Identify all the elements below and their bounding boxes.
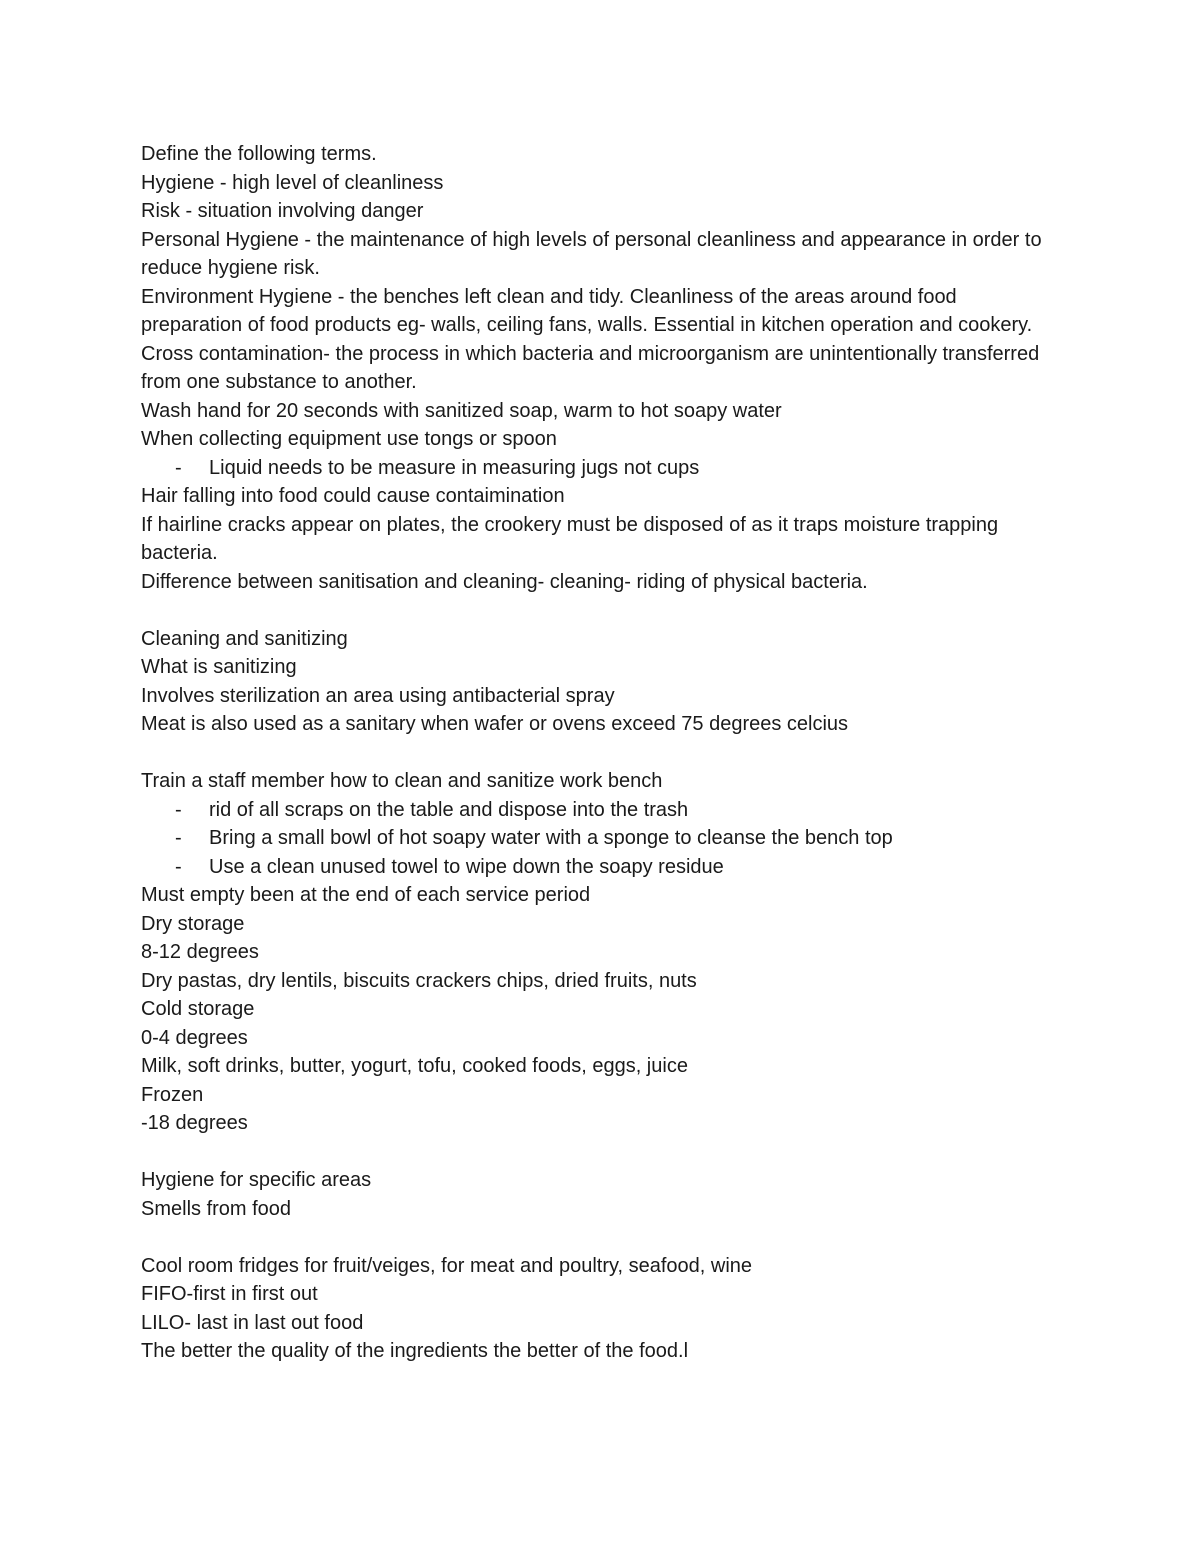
- note-smells: Smells from food: [141, 1197, 292, 1220]
- bullet-marker: -: [175, 855, 182, 878]
- definition-cross-contamination: Cross contamination- the process in which bacteria and microorganism are unintentionally transferred from one substance to another.: [141, 342, 1040, 393]
- note-empty-bin: Must empty been at the end of each service period: [141, 884, 591, 906]
- question-what-is-sanitizing: What is sanitizing: [141, 656, 297, 678]
- note-hair-contamination: Hair falling into food could cause contaimination: [141, 485, 565, 507]
- bullet-item: [141, 796, 1061, 825]
- heading-frozen: Frozen: [141, 1083, 204, 1106]
- bullet-marker: -: [175, 456, 182, 479]
- heading-specific-areas: Hygiene for specific areas: [141, 1169, 372, 1191]
- heading-cold-storage: Cold storage: [141, 998, 255, 1020]
- note-cool-room: Cool room fridges for fruit/veiges, for meat and poultry, seafood, wine: [141, 1254, 753, 1277]
- bullet-soapy-water: Bring a small bowl of hot soapy water with a sponge to cleanse the bench top: [209, 827, 893, 849]
- note-meat-sanitary: Meat is also used as a sanitary when wafer or ovens exceed 75 degrees celcius: [141, 713, 849, 735]
- note-quality: The better the quality of the ingredients the better of the food.l: [141, 1340, 689, 1362]
- definition-personal-hygiene: Personal Hygiene - the maintenance of high levels of personal cleanliness and appearance in order to reduce hygiene risk.: [141, 228, 1042, 279]
- bullet-item: [141, 853, 1061, 882]
- note-fifo: FIFO-first in first out: [141, 1283, 318, 1305]
- heading-dry-storage: Dry storage: [141, 912, 245, 935]
- blank-line: [141, 1223, 1061, 1252]
- heading-train-staff: Train a staff member how to clean and sanitize work bench: [141, 770, 663, 792]
- bullet-clean-towel: Use a clean unused towel to wipe down the soapy residue: [209, 855, 724, 878]
- definition-hygiene: Hygiene - high level of cleanliness: [141, 171, 444, 194]
- bullet-marker: -: [175, 798, 182, 821]
- blank-line: [141, 596, 1061, 625]
- blank-line: [141, 739, 1061, 768]
- note-hairline-cracks: If hairline cracks appear on plates, the crookery must be disposed of as it traps moisture trapping bacteria.: [141, 513, 999, 564]
- cold-storage-items: Milk, soft drinks, butter, yogurt, tofu, cooked foods, eggs, juice: [141, 1055, 688, 1077]
- frozen-temp: -18 degrees: [141, 1112, 248, 1134]
- note-lilo: LILO- last in last out food: [141, 1311, 364, 1334]
- dry-storage-items: Dry pastas, dry lentils, biscuits crackers chips, dried fruits, nuts: [141, 969, 697, 992]
- heading-define-terms: Define the following terms.: [141, 143, 377, 165]
- bullet-marker: -: [175, 827, 182, 849]
- bullet-item: [141, 824, 1061, 853]
- note-sanitisation-vs-cleaning: Difference between sanitisation and cleaning- cleaning- riding of physical bacteria.: [141, 570, 868, 593]
- note-collecting-equipment: When collecting equipment use tongs or spoon: [141, 428, 557, 450]
- note-sterilization: Involves sterilization an area using antibacterial spray: [141, 684, 615, 707]
- document-page: [141, 140, 1061, 1366]
- definition-environment-hygiene: Environment Hygiene - the benches left clean and tidy. Cleanliness of the areas around food preparation of food products eg- walls, ceiling fans, walls. Essential in kitchen operation and cookery.: [141, 285, 1033, 336]
- bullet-liquid-measure: Liquid needs to be measure in measuring jugs not cups: [209, 456, 700, 479]
- definition-risk: Risk - situation involving danger: [141, 200, 424, 222]
- note-wash-hands: Wash hand for 20 seconds with sanitized soap, warm to hot soapy water: [141, 399, 782, 422]
- bullet-rid-scraps: rid of all scraps on the table and dispose into the trash: [209, 798, 689, 821]
- bullet-item: [141, 454, 1061, 483]
- dry-storage-temp: 8-12 degrees: [141, 941, 259, 963]
- heading-cleaning-sanitizing: Cleaning and sanitizing: [141, 627, 348, 650]
- blank-line: [141, 1138, 1061, 1167]
- cold-storage-temp: 0-4 degrees: [141, 1026, 248, 1049]
